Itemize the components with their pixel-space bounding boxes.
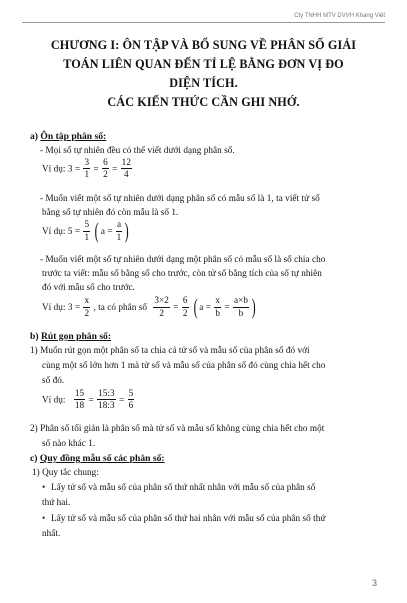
bullet-icon: • xyxy=(42,513,46,523)
section-a-p3-line-1: - Muốn viết một số tự nhiên dưới dạng một phân số có mẫu số là số chia cho xyxy=(40,254,326,264)
section-c-bullet-1-line-1: • Lấy tử số và mẫu số của phân số thứ nhất nhân với mẫu số của phân số xyxy=(42,482,316,492)
section-b-p1-line-3: số đó. xyxy=(42,375,65,385)
section-b-heading: b) Rút gọn phân số: xyxy=(30,331,112,342)
chapter-title-line-3: DIỆN TÍCH. xyxy=(169,76,238,90)
example-4: Ví dụ: $\frac{15}{18}$ = $\frac{15:3}{18:3}$ = $\frac{5}{6}$ xyxy=(42,388,134,411)
section-c-bullet-2-line-1: • Lấy tử số và mẫu số của phân số thứ hai nhân với mẫu số của phân số thứ xyxy=(42,513,326,523)
section-a-heading: a) Ôn tập phân số: xyxy=(30,131,107,142)
chapter-title-line-1: CHƯƠNG I: ÔN TẬP VÀ BỔ SUNG VỀ PHÂN SỐ GIẢI xyxy=(50,38,357,52)
example-2: Ví dụ: 5 = $\frac{5}{1}$ ( a = $\frac{a}{1}$ ) xyxy=(42,218,129,243)
section-c-heading: c) Quy đồng mẫu số các phân số: xyxy=(30,453,165,464)
section-a-p1: - Mọi số tự nhiên đều có thể viết dưới dạng phân số. xyxy=(40,145,235,155)
example-1: Ví dụ: 3 = $\frac{3}{1}$ = $\frac{6}{2}$ = $\frac{12}{4}$ xyxy=(42,157,131,180)
example-3: Ví dụ: 3 = $\frac{x}{2}$ , ta có phân số $\frac{3\times 2}{2}$ = $\frac{6}{2}$ ( a = $\frac{x}{b}$ = $\frac{a\times b}{b}$ ) xyxy=(42,294,256,319)
section-c-bullet-1-line-2: thứ hai. xyxy=(42,497,71,507)
section-c-bullet-2-line-2: nhất. xyxy=(42,528,61,538)
section-c-p1: 1) Quy tắc chung: xyxy=(32,467,99,477)
bullet-icon: • xyxy=(42,482,46,492)
page-number: 3 xyxy=(371,578,377,588)
section-b-p1-line-1: 1) Muốn rút gọn một phân số ta chia cả tử số và mẫu số của phân số đó với xyxy=(30,345,310,355)
section-a-p3-line-2: trước ta viết: mẫu số bằng số cho trước, còn tử số bằng tích của số tự nhiên xyxy=(42,268,322,278)
section-b-p2-line-1: 2) Phân số tối giản là phân số mà tử số và mẫu số không cùng chia hết cho một xyxy=(30,423,325,433)
section-a-p2-line-1: - Muốn viết một số tự nhiên dưới dạng phân số có mẫu số là 1, ta viết tử số xyxy=(40,193,320,203)
section-a-p3-line-3: đó với mẫu số cho trước. xyxy=(42,282,135,292)
running-header: Cty TNHH MTV DVVH Khang Việt xyxy=(294,13,385,19)
header-rule xyxy=(22,22,385,23)
section-b-p1-line-2: cùng một số lớn hơn 1 mà tử số và mẫu số của phân số đó cùng chia hết cho xyxy=(42,360,326,370)
chapter-title-line-2: TOÁN LIÊN QUAN ĐẾN TỈ LỆ BẰNG ĐƠN VỊ ĐO xyxy=(63,57,344,71)
section-a-p2-line-2: bằng số tự nhiên đó còn mẫu là số 1. xyxy=(42,207,179,217)
section-b-p2-line-2: số nào khác 1. xyxy=(42,438,96,448)
chapter-title-line-4: CÁC KIẾN THỨC CẦN GHI NHỚ. xyxy=(107,95,300,109)
